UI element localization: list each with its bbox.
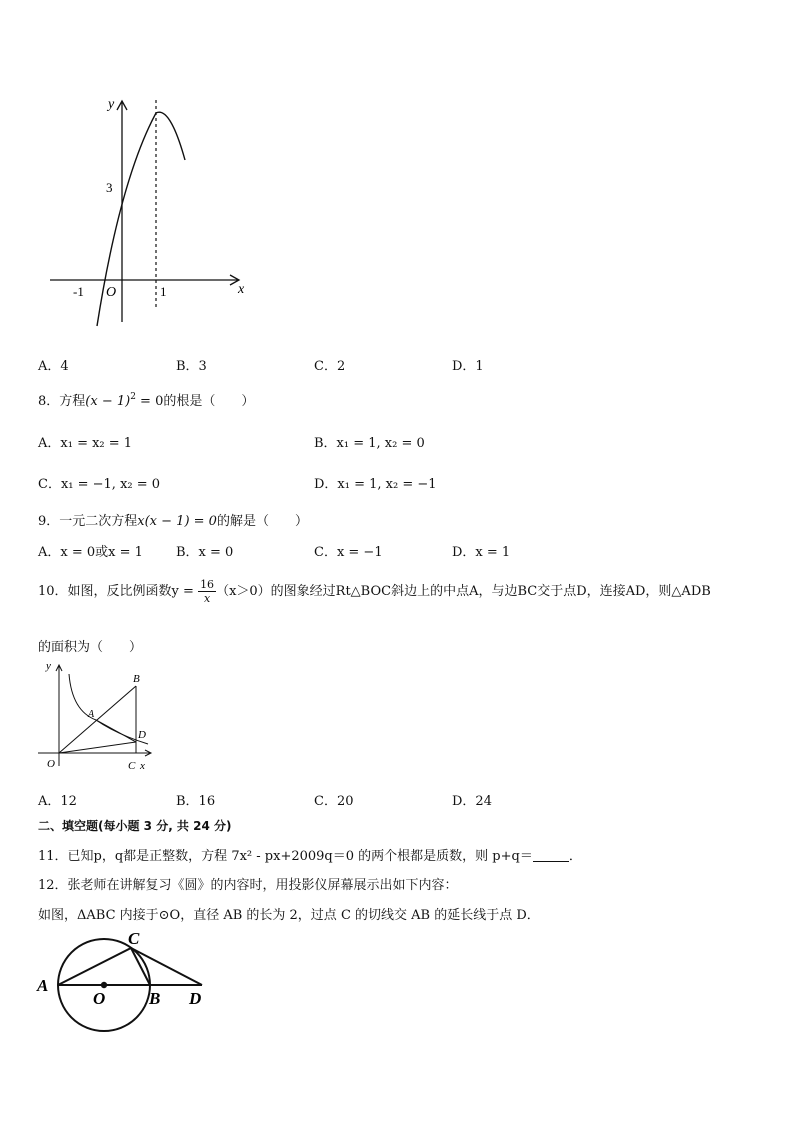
tick-label-1: 1 [160,284,167,299]
tick-label-3: 3 [106,180,113,195]
segment-ac [58,948,131,985]
q10-fraction-denominator: x [203,592,211,605]
q11-answer-blank[interactable] [533,849,569,862]
q10-fraction-numerator: 16 [200,578,215,591]
q8-option-d[interactable]: D．x₁ = 1, x₂ = −1 [314,477,437,492]
q9-stem-prefix: 9．一元二次方程 [38,514,138,529]
origin-label: O [106,285,117,300]
x-axis-label: x [238,282,245,297]
q7-option-d[interactable]: D．1 [452,359,484,374]
q12-circle-figure [32,928,222,1032]
q8-stem-exp: 2 [130,392,136,402]
q9-option-d[interactable]: D．x = 1 [452,545,511,560]
q10-option-c[interactable]: C．20 [314,794,354,809]
q12-label-o: O [93,989,106,1008]
q10-label-b: B [133,673,140,685]
q10-label-o: O [47,758,55,770]
q8-stem-suffix: = 0的根是（ ） [135,394,255,409]
q10-label-d: D [138,729,146,741]
q12-line2: 如图，ΔABC 内接于⊙O，直径 AB 的长为 2，过点 C 的切线交 AB 的延长线于点 D． [38,908,540,923]
q10-stem-part1: 10．如图，反比例函数y = [38,584,194,599]
q12-label-d: D [189,989,202,1008]
segment-ad [96,720,136,742]
q10-label-x: x [140,760,145,772]
q9-stem-suffix: 的解是（ ） [216,514,308,529]
q10-fraction [198,578,216,605]
q7-option-c[interactable]: C．2 [314,359,346,374]
q11-text [38,845,582,864]
q9-option-a[interactable]: A．x = 0或x = 1 [38,545,143,560]
q11-stem: 11．已知p，q都是正整数，方程 7x² - px+2009q＝0 的两个根都是质数，则 p+q＝ [38,849,533,864]
q7-option-b[interactable]: B．3 [176,359,207,374]
q10-option-d[interactable]: D．24 [452,794,492,809]
q12-line1: 12．张老师在讲解复习《圆》的内容时，用投影仪屏幕展示出如下内容： [38,878,458,893]
q8-stem-prefix: 8．方程 [38,394,86,409]
q8-stem [38,390,254,409]
q8-stem-expr: (x − 1) [85,394,131,409]
q10-stem [38,578,711,605]
tangent-cd [131,948,202,985]
center-point [101,982,107,988]
q8-option-c[interactable]: C．x₁ = −1, x₂ = 0 [38,477,161,492]
segment-ob [59,686,136,753]
q10-option-a[interactable]: A．12 [38,794,77,809]
q12-label-c: C [128,929,140,948]
q11-end: ． [568,849,582,864]
q10-label-y: y [46,660,51,672]
q10-label-c: C [128,760,136,772]
q12-label-a: A [37,976,49,995]
parabola-graph [40,90,260,330]
q8-option-b[interactable]: B．x₁ = 1, x₂ = 0 [314,436,425,451]
q10-figure [36,656,161,774]
tick-label-neg1: -1 [73,284,84,299]
q9-option-b[interactable]: B．x = 0 [176,545,234,560]
q10-stem-part2: （x＞0）的图象经过Rt△BOC斜边上的中点A，与边BC交于点D，连接AD，则△ADB [216,584,711,599]
q10-label-a: A [88,709,95,720]
q9-stem [38,510,308,529]
q10-stem-line2: 的面积为（ ） [38,640,143,655]
q8-option-a[interactable]: A．x₁ = x₂ = 1 [38,436,133,451]
segment-od [59,742,136,753]
q7-option-a[interactable]: A．4 [38,359,69,374]
q10-option-b[interactable]: B．16 [176,794,216,809]
y-axis-label: y [108,97,115,112]
q12-label-b: B [149,989,161,1008]
q9-option-c[interactable]: C．x = −1 [314,545,383,560]
section2-title: 二、填空题(每小题 3 分, 共 24 分) [38,819,232,833]
q9-stem-expr: x(x − 1) = 0 [137,514,217,529]
